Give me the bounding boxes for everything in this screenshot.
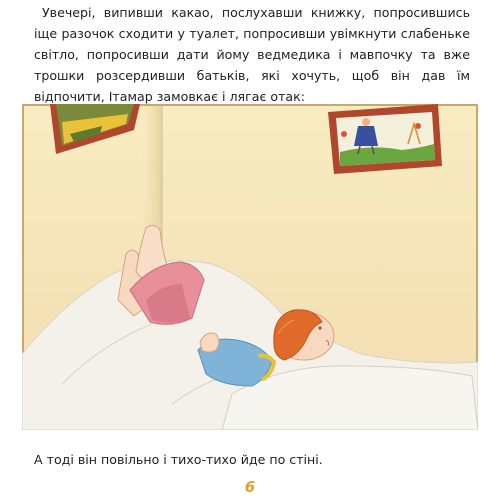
page-number: 6 <box>244 478 256 496</box>
story-paragraph-2: А тоді він повільно і тихо-тихо йде по стіні. <box>34 452 323 467</box>
story-paragraph-1: Увечері, випивши какао, послухавши книжку, попросившись іще разочок сходити у туалет, попросивши увімкнути слабеньке світло, попросивши дати йому ведмедика і мавпочку та вже трошки розсердивши батьків, які хочуть, щоб він дав їм відпочити, Ітамар замовкає і лягає отак: <box>34 5 470 104</box>
right-picture-frame <box>328 104 442 174</box>
bedtime-illustration <box>22 104 478 430</box>
